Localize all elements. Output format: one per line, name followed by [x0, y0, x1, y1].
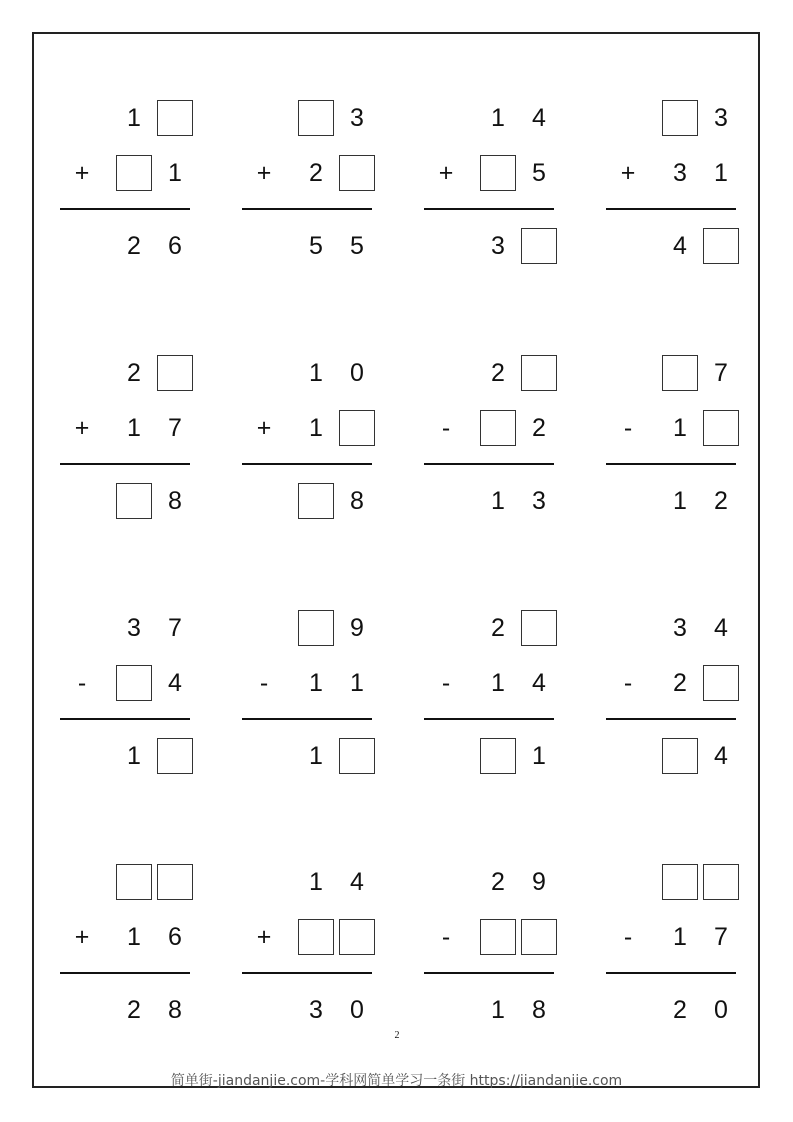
digit: 4: [673, 231, 687, 260]
answer-box[interactable]: [662, 864, 698, 900]
arithmetic-problem: [60, 610, 190, 790]
mid-row: [242, 155, 372, 191]
digit: 2: [491, 613, 505, 642]
mid-row: [60, 410, 190, 446]
top-row: [242, 355, 372, 391]
top-row: [424, 610, 554, 646]
digit: 1: [127, 741, 141, 770]
digit: 3: [309, 995, 323, 1024]
digit: 2: [491, 358, 505, 387]
digit: 1: [168, 158, 182, 187]
digit: 6: [168, 231, 182, 260]
answer-box[interactable]: [157, 100, 193, 136]
answer-box[interactable]: [116, 483, 152, 519]
ans-row: [60, 228, 190, 264]
top-row: [60, 610, 190, 646]
sum-line: [424, 463, 554, 465]
arithmetic-problem: [60, 100, 190, 280]
digit: 5: [532, 158, 546, 187]
answer-box[interactable]: [521, 919, 557, 955]
answer-box[interactable]: [298, 919, 334, 955]
operator-sign: +: [256, 158, 272, 187]
top-row: [606, 100, 736, 136]
digit: 2: [673, 668, 687, 697]
ans-row: [606, 738, 736, 774]
mid-row: [424, 919, 554, 955]
ans-row: [606, 992, 736, 1028]
arithmetic-problem: [242, 610, 372, 790]
digit: 2: [127, 231, 141, 260]
top-row: [424, 355, 554, 391]
top-row: [60, 355, 190, 391]
sum-line: [60, 463, 190, 465]
operator-sign: +: [256, 922, 272, 951]
digit: 0: [350, 995, 364, 1024]
answer-box[interactable]: [703, 228, 739, 264]
answer-box[interactable]: [116, 155, 152, 191]
operator-sign: -: [441, 922, 451, 951]
answer-box[interactable]: [298, 483, 334, 519]
answer-box[interactable]: [339, 155, 375, 191]
top-row: [60, 864, 190, 900]
answer-box[interactable]: [157, 738, 193, 774]
digit: 2: [127, 995, 141, 1024]
sum-line: [606, 463, 736, 465]
digit: 3: [127, 613, 141, 642]
digit: 1: [309, 741, 323, 770]
digit: 5: [350, 231, 364, 260]
digit: 3: [491, 231, 505, 260]
ans-row: [242, 483, 372, 519]
arithmetic-problem: [60, 864, 190, 1044]
digit: 7: [168, 613, 182, 642]
answer-box[interactable]: [703, 665, 739, 701]
digit: 3: [673, 613, 687, 642]
ans-row: [424, 483, 554, 519]
page-number: 2: [394, 1030, 400, 1041]
answer-box[interactable]: [157, 864, 193, 900]
operator-sign: -: [623, 413, 633, 442]
arithmetic-problem: [60, 355, 190, 535]
digit: 4: [350, 867, 364, 896]
sum-line: [424, 718, 554, 720]
answer-box[interactable]: [662, 355, 698, 391]
digit: 4: [714, 741, 728, 770]
ans-row: [60, 483, 190, 519]
ans-row: [60, 992, 190, 1028]
mid-row: [606, 919, 736, 955]
digit: 1: [532, 741, 546, 770]
ans-row: [424, 228, 554, 264]
sum-line: [606, 718, 736, 720]
arithmetic-problem: [242, 864, 372, 1044]
answer-box[interactable]: [521, 610, 557, 646]
digit: 1: [491, 103, 505, 132]
digit: 1: [673, 486, 687, 515]
ans-row: [424, 738, 554, 774]
ans-row: [424, 992, 554, 1028]
arithmetic-problem: [242, 100, 372, 280]
answer-box[interactable]: [157, 355, 193, 391]
answer-box[interactable]: [662, 738, 698, 774]
ans-row: [242, 738, 372, 774]
answer-box[interactable]: [116, 864, 152, 900]
operator-sign: -: [623, 668, 633, 697]
mid-row: [60, 155, 190, 191]
answer-box[interactable]: [339, 410, 375, 446]
mid-row: [242, 665, 372, 701]
digit: 1: [491, 486, 505, 515]
operator-sign: -: [259, 668, 269, 697]
digit: 1: [127, 103, 141, 132]
operator-sign: +: [74, 922, 90, 951]
answer-box[interactable]: [662, 100, 698, 136]
digit: 6: [168, 922, 182, 951]
top-row: [606, 864, 736, 900]
digit: 1: [673, 413, 687, 442]
digit: 8: [532, 995, 546, 1024]
digit: 1: [309, 867, 323, 896]
sum-line: [242, 208, 372, 210]
digit: 9: [350, 613, 364, 642]
arithmetic-problem: [606, 355, 736, 535]
answer-box[interactable]: [521, 355, 557, 391]
answer-box[interactable]: [298, 610, 334, 646]
ans-row: [606, 483, 736, 519]
digit: 2: [714, 486, 728, 515]
arithmetic-problem: [424, 610, 554, 790]
digit: 3: [532, 486, 546, 515]
sum-line: [242, 972, 372, 974]
digit: 7: [714, 922, 728, 951]
answer-box[interactable]: [480, 919, 516, 955]
arithmetic-problem: [424, 100, 554, 280]
digit: 3: [673, 158, 687, 187]
digit: 8: [168, 486, 182, 515]
top-row: [606, 610, 736, 646]
digit: 8: [350, 486, 364, 515]
digit: 2: [309, 158, 323, 187]
mid-row: [424, 155, 554, 191]
digit: 1: [309, 413, 323, 442]
digit: 1: [491, 995, 505, 1024]
digit: 4: [168, 668, 182, 697]
digit: 1: [309, 668, 323, 697]
digit: 1: [491, 668, 505, 697]
digit: 8: [168, 995, 182, 1024]
top-row: [242, 610, 372, 646]
digit: 2: [532, 413, 546, 442]
digit: 4: [714, 613, 728, 642]
digit: 0: [714, 995, 728, 1024]
answer-box[interactable]: [480, 410, 516, 446]
sum-line: [60, 718, 190, 720]
answer-box[interactable]: [521, 228, 557, 264]
top-row: [242, 864, 372, 900]
digit: 2: [673, 995, 687, 1024]
ans-row: [60, 738, 190, 774]
mid-row: [242, 919, 372, 955]
digit: 7: [168, 413, 182, 442]
digit: 9: [532, 867, 546, 896]
sum-line: [424, 208, 554, 210]
answer-box[interactable]: [480, 738, 516, 774]
arithmetic-problem: [606, 610, 736, 790]
operator-sign: +: [74, 413, 90, 442]
mid-row: [424, 410, 554, 446]
digit: 7: [714, 358, 728, 387]
sum-line: [242, 718, 372, 720]
operator-sign: -: [77, 668, 87, 697]
operator-sign: +: [74, 158, 90, 187]
digit: 5: [309, 231, 323, 260]
operator-sign: -: [441, 413, 451, 442]
mid-row: [424, 665, 554, 701]
operator-sign: +: [438, 158, 454, 187]
top-row: [424, 100, 554, 136]
answer-box[interactable]: [339, 919, 375, 955]
arithmetic-problem: [424, 864, 554, 1044]
sum-line: [60, 972, 190, 974]
sum-line: [424, 972, 554, 974]
mid-row: [606, 410, 736, 446]
mid-row: [60, 919, 190, 955]
digit: 4: [532, 103, 546, 132]
sum-line: [60, 208, 190, 210]
digit: 1: [309, 358, 323, 387]
sum-line: [242, 463, 372, 465]
answer-box[interactable]: [116, 665, 152, 701]
answer-box[interactable]: [703, 410, 739, 446]
operator-sign: -: [623, 922, 633, 951]
sum-line: [606, 208, 736, 210]
mid-row: [242, 410, 372, 446]
arithmetic-problem: [606, 100, 736, 280]
answer-box[interactable]: [703, 864, 739, 900]
operator-sign: +: [256, 413, 272, 442]
arithmetic-problem: [606, 864, 736, 1044]
top-row: [606, 355, 736, 391]
mid-row: [606, 665, 736, 701]
digit: 1: [350, 668, 364, 697]
footer-watermark: 简单街-jiandanjie.com-学科网简单学习一条街 https://jiandanjie.com: [170, 1073, 623, 1089]
top-row: [424, 864, 554, 900]
digit: 2: [127, 358, 141, 387]
mid-row: [606, 155, 736, 191]
operator-sign: +: [620, 158, 636, 187]
top-row: [60, 100, 190, 136]
ans-row: [606, 228, 736, 264]
arithmetic-problem: [242, 355, 372, 535]
digit: 3: [714, 103, 728, 132]
answer-box[interactable]: [339, 738, 375, 774]
digit: 3: [350, 103, 364, 132]
ans-row: [242, 228, 372, 264]
digit: 1: [127, 922, 141, 951]
answer-box[interactable]: [298, 100, 334, 136]
digit: 1: [714, 158, 728, 187]
ans-row: [242, 992, 372, 1028]
sum-line: [606, 972, 736, 974]
arithmetic-problem: [424, 355, 554, 535]
digit: 0: [350, 358, 364, 387]
digit: 2: [491, 867, 505, 896]
digit: 1: [127, 413, 141, 442]
digit: 4: [532, 668, 546, 697]
digit: 1: [673, 922, 687, 951]
mid-row: [60, 665, 190, 701]
answer-box[interactable]: [480, 155, 516, 191]
top-row: [242, 100, 372, 136]
operator-sign: -: [441, 668, 451, 697]
